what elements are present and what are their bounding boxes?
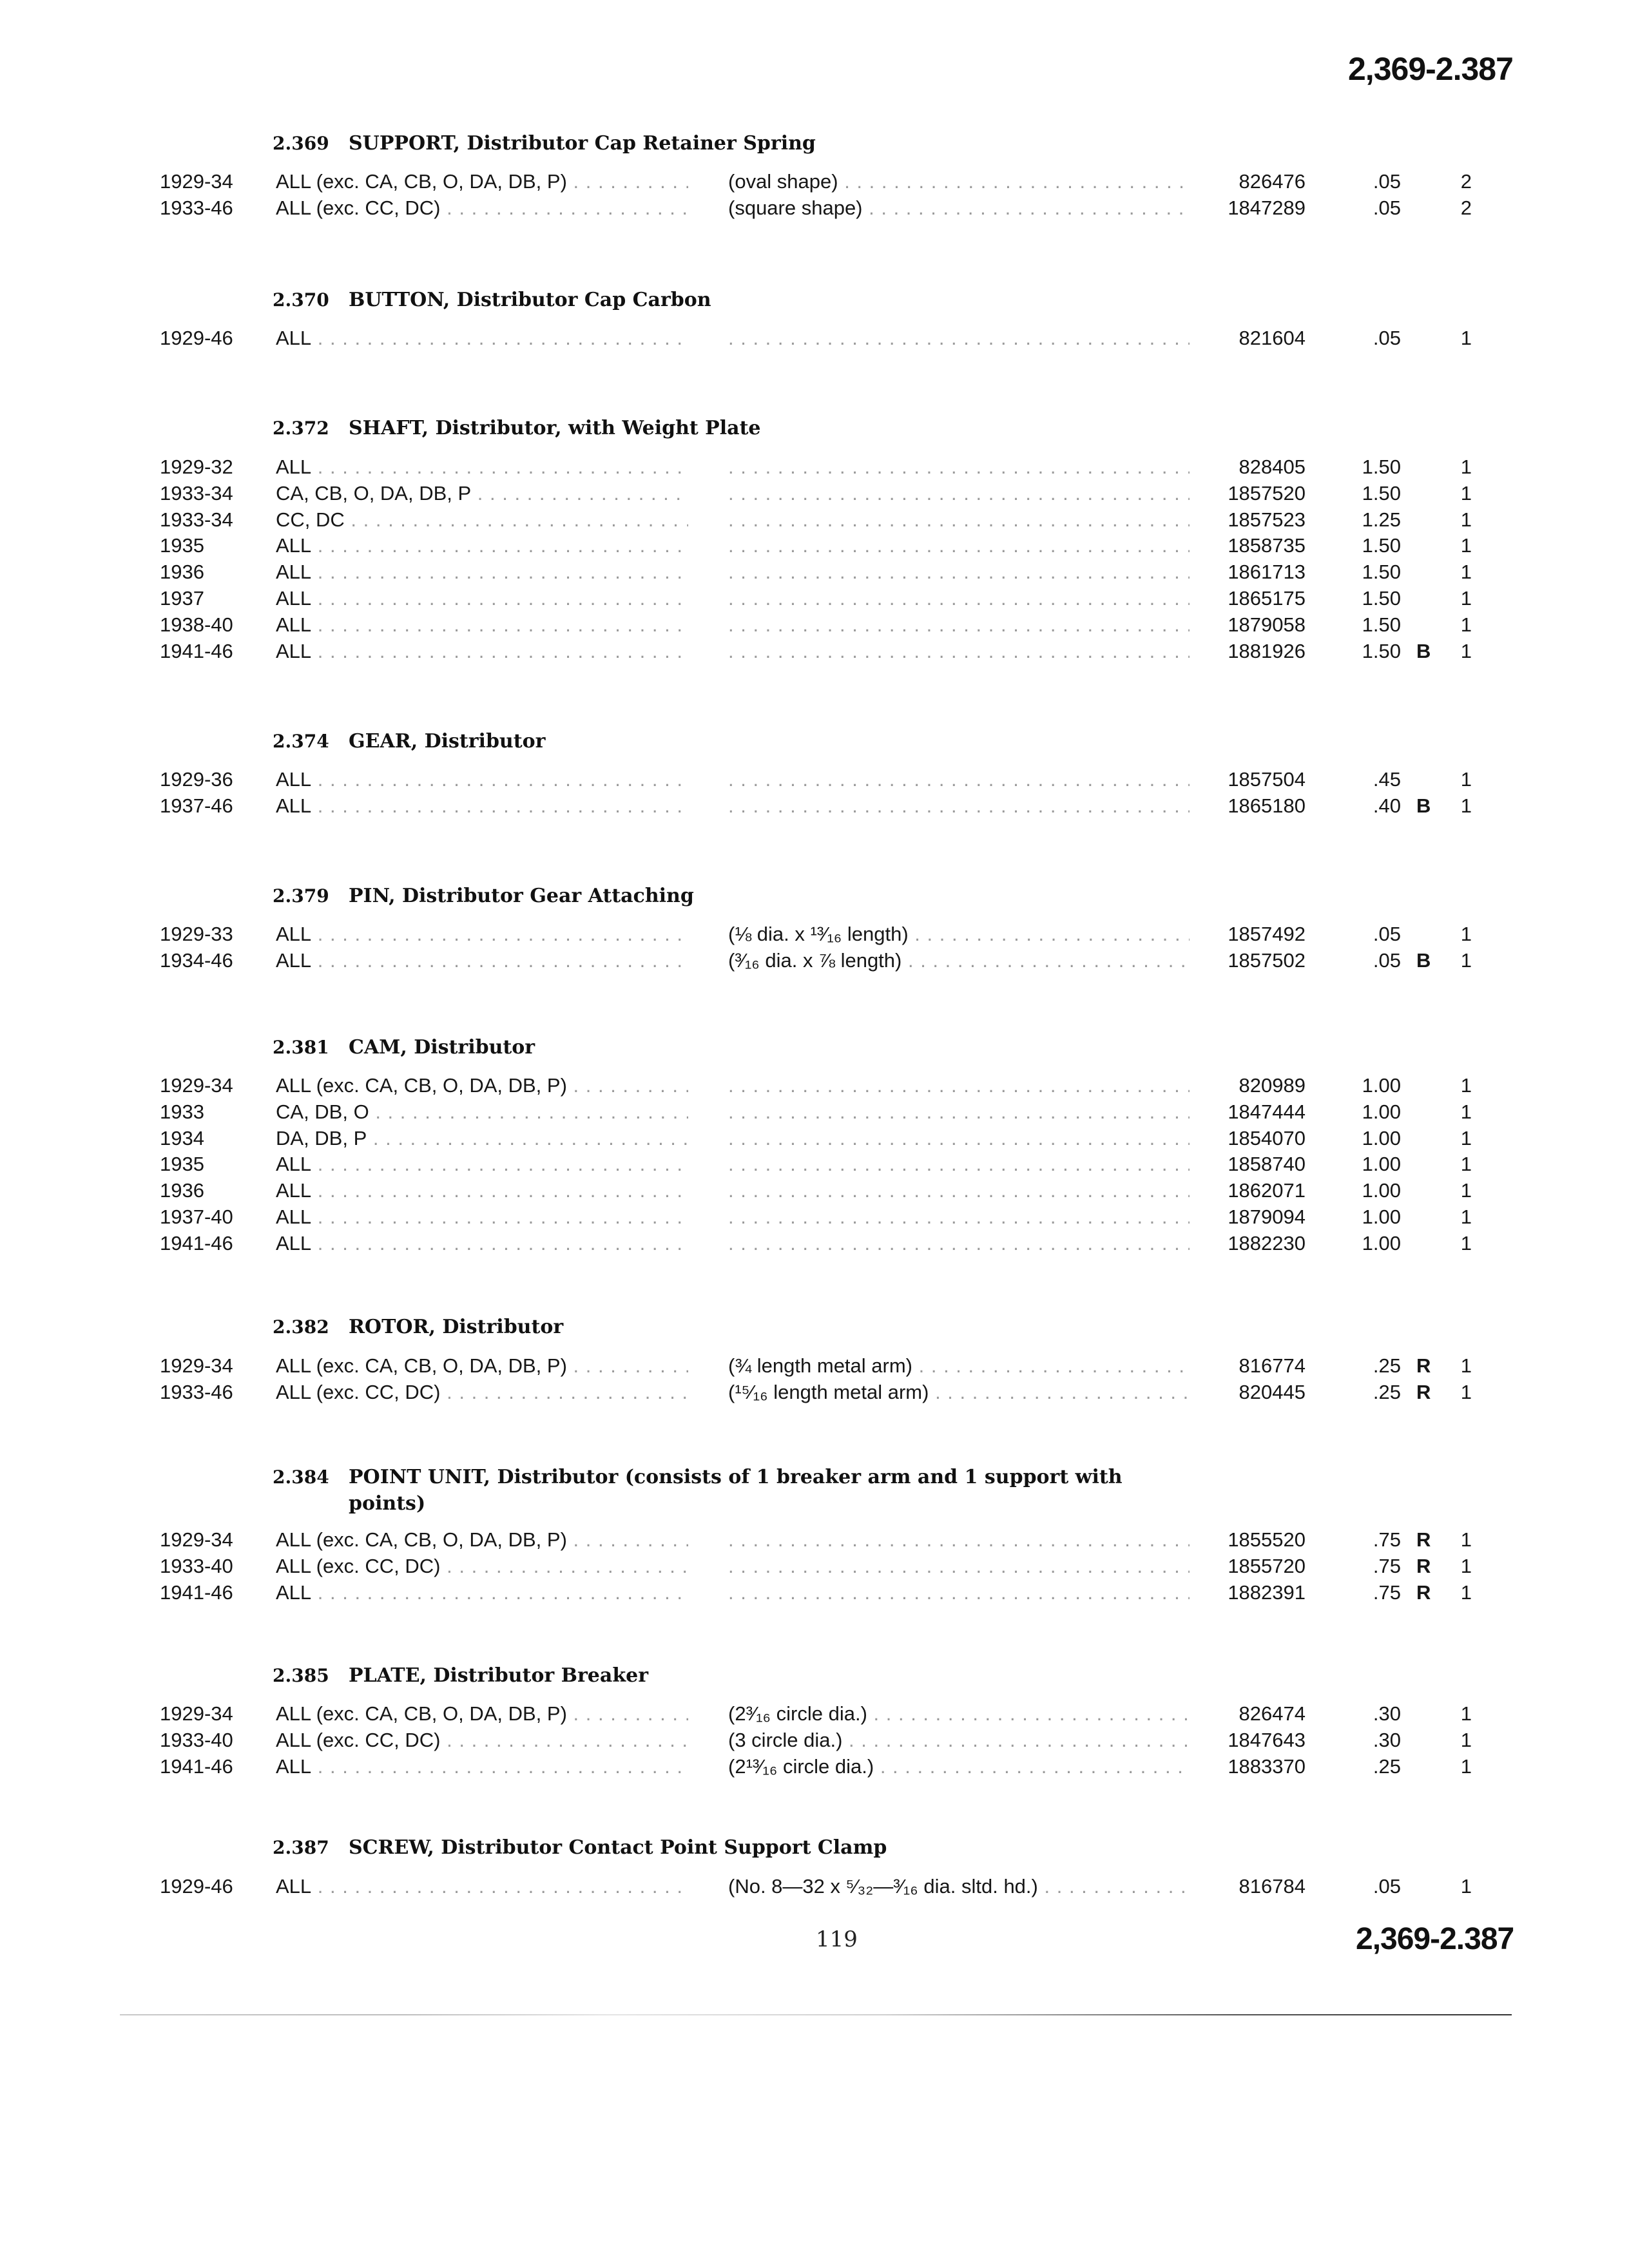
price-cell: 1.00 bbox=[1362, 1100, 1401, 1123]
table-row bbox=[0, 1727, 1629, 1753]
section-number: 2.384 bbox=[273, 1466, 329, 1488]
bottom-rule bbox=[120, 2014, 1512, 2015]
quantity-cell: 1 bbox=[1460, 1206, 1472, 1228]
description-cell bbox=[728, 325, 1190, 351]
year-cell: 1935 bbox=[160, 1153, 204, 1175]
year-cell: 1933-40 bbox=[160, 1555, 233, 1577]
price-cell: 1.00 bbox=[1362, 1179, 1401, 1202]
section-title bbox=[273, 1036, 535, 1059]
quantity-cell: 1 bbox=[1460, 1581, 1472, 1604]
table-row bbox=[0, 454, 1629, 480]
table-row bbox=[0, 1178, 1629, 1204]
section-number: 2.374 bbox=[273, 731, 329, 752]
code-cell: B bbox=[1416, 949, 1431, 972]
quantity-cell: 1 bbox=[1460, 1100, 1472, 1123]
table-row bbox=[0, 1204, 1629, 1230]
section-name: SHAFT, Distributor, with Weight Plate bbox=[349, 417, 761, 439]
price-cell: .05 bbox=[1373, 923, 1401, 945]
price-cell: 1.50 bbox=[1362, 613, 1401, 636]
model-cell: ALL (exc. CC, DC) . . . bbox=[276, 1727, 688, 1753]
model-cell: ALL (exc. CC, DC) . . . bbox=[276, 1553, 688, 1579]
year-cell: 1929-46 bbox=[160, 327, 233, 349]
description-cell: (3 circle dia.) . . . bbox=[728, 1727, 1190, 1753]
description-cell bbox=[728, 1527, 1190, 1553]
part-number-cell: 1857520 bbox=[1228, 482, 1306, 505]
part-number-cell: 1847643 bbox=[1228, 1729, 1306, 1751]
table-row bbox=[0, 767, 1629, 793]
section-name: CAM, Distributor bbox=[349, 1036, 535, 1059]
section-name: PIN, Distributor Gear Attaching bbox=[349, 885, 694, 907]
description-cell bbox=[728, 454, 1190, 480]
description-cell bbox=[728, 1099, 1190, 1125]
model-cell: ALL (exc. CA, CB, O, DA, DB, P) . . . bbox=[276, 1353, 688, 1379]
model-cell: ALL (exc. CA, CB, O, DA, DB, P) . . . bbox=[276, 169, 688, 195]
price-cell: .75 bbox=[1373, 1528, 1401, 1551]
price-cell: 1.50 bbox=[1362, 456, 1401, 478]
section-title bbox=[273, 417, 761, 439]
part-number-cell: 1847444 bbox=[1228, 1100, 1306, 1123]
part-number-cell: 821604 bbox=[1239, 327, 1306, 349]
table-row bbox=[0, 1231, 1629, 1256]
quantity-cell: 1 bbox=[1460, 1127, 1472, 1149]
section-number: 2.381 bbox=[273, 1037, 329, 1058]
part-number-cell: 816784 bbox=[1239, 1875, 1306, 1898]
quantity-cell: 1 bbox=[1460, 794, 1472, 817]
year-cell: 1937-40 bbox=[160, 1206, 233, 1228]
year-cell: 1929-36 bbox=[160, 768, 233, 791]
year-cell: 1937-46 bbox=[160, 794, 233, 817]
part-number-cell: 1865175 bbox=[1228, 587, 1306, 610]
part-number-cell: 826474 bbox=[1239, 1702, 1306, 1725]
part-number-cell: 1854070 bbox=[1228, 1127, 1306, 1149]
table-row bbox=[0, 507, 1629, 533]
description-cell: (⅛ dia. x ¹³⁄₁₆ length) . . . bbox=[728, 921, 1190, 947]
model-cell: ALL (exc. CA, CB, O, DA, DB, P) . . . bbox=[276, 1073, 688, 1099]
description-cell bbox=[728, 559, 1190, 585]
code-cell: B bbox=[1416, 794, 1431, 817]
part-number-cell: 1857523 bbox=[1228, 508, 1306, 531]
description-cell bbox=[728, 1178, 1190, 1204]
description-cell: (2³⁄₁₆ circle dia.) . . . bbox=[728, 1701, 1190, 1727]
table-row bbox=[0, 559, 1629, 585]
quantity-cell: 2 bbox=[1460, 170, 1472, 193]
table-row bbox=[0, 1754, 1629, 1780]
year-cell: 1933-40 bbox=[160, 1729, 233, 1751]
section-title bbox=[273, 1316, 563, 1338]
table-row bbox=[0, 1580, 1629, 1606]
year-cell: 1929-33 bbox=[160, 923, 233, 945]
section-name: SCREW, Distributor Contact Point Support Clamp bbox=[349, 1836, 887, 1859]
quantity-cell: 1 bbox=[1460, 561, 1472, 583]
page-number: 119 bbox=[816, 1927, 858, 1952]
year-cell: 1937 bbox=[160, 587, 204, 610]
quantity-cell: 1 bbox=[1460, 587, 1472, 610]
description-cell bbox=[728, 612, 1190, 638]
description-cell bbox=[728, 1126, 1190, 1151]
price-cell: .30 bbox=[1373, 1729, 1401, 1751]
description-cell: (³⁄₁₆ dia. x ⅞ length) . . . bbox=[728, 948, 1190, 974]
section-title bbox=[273, 1466, 1123, 1515]
section-title bbox=[273, 289, 711, 311]
section-number: 2.372 bbox=[273, 418, 329, 439]
quantity-cell: 1 bbox=[1460, 768, 1472, 791]
model-cell: ALL . . . bbox=[276, 1178, 688, 1204]
code-cell: R bbox=[1416, 1354, 1431, 1377]
part-number-cell: 1861713 bbox=[1228, 561, 1306, 583]
part-number-cell: 1857492 bbox=[1228, 923, 1306, 945]
section-number: 2.385 bbox=[273, 1665, 329, 1686]
part-number-cell: 1865180 bbox=[1228, 794, 1306, 817]
model-cell: ALL (exc. CA, CB, O, DA, DB, P) . . . bbox=[276, 1701, 688, 1727]
table-row bbox=[0, 948, 1629, 974]
year-cell: 1941-46 bbox=[160, 1232, 233, 1254]
part-number-cell: 1883370 bbox=[1228, 1755, 1306, 1778]
price-cell: 1.50 bbox=[1362, 640, 1401, 662]
code-cell: R bbox=[1416, 1381, 1431, 1403]
model-cell: CA, CB, O, DA, DB, P . . . bbox=[276, 481, 688, 506]
table-row bbox=[0, 1151, 1629, 1177]
year-cell: 1933 bbox=[160, 1100, 204, 1123]
year-cell: 1929-32 bbox=[160, 456, 233, 478]
year-cell: 1929-46 bbox=[160, 1875, 233, 1898]
table-row bbox=[0, 1099, 1629, 1125]
table-row bbox=[0, 586, 1629, 611]
table-row bbox=[0, 1701, 1629, 1727]
table-row bbox=[0, 921, 1629, 947]
table-row bbox=[0, 1073, 1629, 1099]
quantity-cell: 2 bbox=[1460, 197, 1472, 219]
description-cell bbox=[728, 1204, 1190, 1230]
model-cell: ALL . . . bbox=[276, 586, 688, 611]
quantity-cell: 1 bbox=[1460, 613, 1472, 636]
description-cell: (square shape) . . . bbox=[728, 195, 1190, 221]
part-number-cell: 1847289 bbox=[1228, 197, 1306, 219]
section-name: GEAR, Distributor bbox=[349, 730, 546, 753]
model-cell: ALL . . . bbox=[276, 325, 688, 351]
table-row bbox=[0, 533, 1629, 559]
description-cell: (No. 8—32 x ⁵⁄₃₂—³⁄₁₆ dia. sltd. hd.) . . . bbox=[728, 1874, 1190, 1899]
section-title bbox=[273, 1664, 648, 1687]
model-cell: ALL (exc. CA, CB, O, DA, DB, P) . . . bbox=[276, 1527, 688, 1553]
quantity-cell: 1 bbox=[1460, 1354, 1472, 1377]
price-cell: .05 bbox=[1373, 170, 1401, 193]
code-cell: B bbox=[1416, 640, 1431, 662]
part-number-cell: 1879058 bbox=[1228, 613, 1306, 636]
part-number-cell: 816774 bbox=[1239, 1354, 1306, 1377]
price-cell: 1.00 bbox=[1362, 1232, 1401, 1254]
quantity-cell: 1 bbox=[1460, 640, 1472, 662]
section-number: 2.387 bbox=[273, 1837, 329, 1858]
description-cell: (¹⁵⁄₁₆ length metal arm) . . . bbox=[728, 1379, 1190, 1405]
year-cell: 1929-34 bbox=[160, 1074, 233, 1097]
quantity-cell: 1 bbox=[1460, 534, 1472, 557]
quantity-cell: 1 bbox=[1460, 1232, 1472, 1254]
section-number: 2.382 bbox=[273, 1316, 329, 1338]
part-number-cell: 828405 bbox=[1239, 456, 1306, 478]
price-cell: .75 bbox=[1373, 1555, 1401, 1577]
year-cell: 1929-34 bbox=[160, 1528, 233, 1551]
description-cell bbox=[728, 1073, 1190, 1099]
footer-range: 2,369-2.387 bbox=[1356, 1922, 1514, 1956]
part-number-cell: 1882391 bbox=[1228, 1581, 1306, 1604]
section-name: POINT UNIT, Distributor (consists of 1 breaker arm and 1 support with bbox=[349, 1466, 1123, 1488]
section-name: PLATE, Distributor Breaker bbox=[349, 1664, 648, 1687]
model-cell: ALL . . . bbox=[276, 1204, 688, 1230]
price-cell: .05 bbox=[1373, 1875, 1401, 1898]
quantity-cell: 1 bbox=[1460, 327, 1472, 349]
part-number-cell: 1862071 bbox=[1228, 1179, 1306, 1202]
part-number-cell: 1881926 bbox=[1228, 640, 1306, 662]
section-title bbox=[273, 132, 816, 155]
section-number: 2.370 bbox=[273, 289, 329, 311]
year-cell: 1936 bbox=[160, 561, 204, 583]
quantity-cell: 1 bbox=[1460, 1179, 1472, 1202]
quantity-cell: 1 bbox=[1460, 1702, 1472, 1725]
description-cell bbox=[728, 1553, 1190, 1579]
part-number-cell: 1858740 bbox=[1228, 1153, 1306, 1175]
price-cell: 1.50 bbox=[1362, 534, 1401, 557]
model-cell: ALL . . . bbox=[276, 1151, 688, 1177]
year-cell: 1929-34 bbox=[160, 170, 233, 193]
description-cell bbox=[728, 767, 1190, 793]
model-cell: CA, DB, O . . . bbox=[276, 1099, 688, 1125]
part-number-cell: 820445 bbox=[1239, 1381, 1306, 1403]
code-cell: R bbox=[1416, 1581, 1431, 1604]
table-row bbox=[0, 325, 1629, 351]
model-cell: ALL . . . bbox=[276, 454, 688, 480]
model-cell: ALL . . . bbox=[276, 639, 688, 664]
quantity-cell: 1 bbox=[1460, 508, 1472, 531]
table-row bbox=[0, 639, 1629, 664]
model-cell: ALL . . . bbox=[276, 948, 688, 974]
quantity-cell: 1 bbox=[1460, 1381, 1472, 1403]
quantity-cell: 1 bbox=[1460, 1729, 1472, 1751]
model-cell: ALL . . . bbox=[276, 533, 688, 559]
price-cell: .05 bbox=[1373, 327, 1401, 349]
part-number-cell: 1857502 bbox=[1228, 949, 1306, 972]
price-cell: 1.00 bbox=[1362, 1206, 1401, 1228]
quantity-cell: 1 bbox=[1460, 1528, 1472, 1551]
part-number-cell: 1882230 bbox=[1228, 1232, 1306, 1254]
price-cell: 1.50 bbox=[1362, 561, 1401, 583]
section-name: ROTOR, Distributor bbox=[349, 1316, 564, 1338]
header-range: 2,369-2.387 bbox=[1348, 51, 1513, 87]
part-number-cell: 826476 bbox=[1239, 170, 1306, 193]
year-cell: 1941-46 bbox=[160, 1755, 233, 1778]
description-cell bbox=[728, 1580, 1190, 1606]
part-number-cell: 1857504 bbox=[1228, 768, 1306, 791]
description-cell bbox=[728, 481, 1190, 506]
year-cell: 1933-34 bbox=[160, 508, 233, 531]
description-cell bbox=[728, 507, 1190, 533]
year-cell: 1929-34 bbox=[160, 1354, 233, 1377]
section-title bbox=[273, 730, 545, 753]
description-cell: (2¹³⁄₁₆ circle dia.) . . . bbox=[728, 1754, 1190, 1780]
price-cell: 1.00 bbox=[1362, 1153, 1401, 1175]
year-cell: 1933-46 bbox=[160, 197, 233, 219]
year-cell: 1929-34 bbox=[160, 1702, 233, 1725]
section-title bbox=[273, 885, 694, 907]
quantity-cell: 1 bbox=[1460, 1755, 1472, 1778]
part-number-cell: 1855720 bbox=[1228, 1555, 1306, 1577]
year-cell: 1933-46 bbox=[160, 1381, 233, 1403]
model-cell: DA, DB, P . . . bbox=[276, 1126, 688, 1151]
part-number-cell: 1879094 bbox=[1228, 1206, 1306, 1228]
model-cell: ALL . . . bbox=[276, 1874, 688, 1899]
model-cell: ALL . . . bbox=[276, 921, 688, 947]
year-cell: 1933-34 bbox=[160, 482, 233, 505]
price-cell: .25 bbox=[1373, 1354, 1401, 1377]
price-cell: 1.25 bbox=[1362, 508, 1401, 531]
table-row bbox=[0, 612, 1629, 638]
table-row bbox=[0, 793, 1629, 819]
table-row bbox=[0, 1126, 1629, 1151]
description-cell bbox=[728, 793, 1190, 819]
year-cell: 1941-46 bbox=[160, 640, 233, 662]
year-cell: 1934 bbox=[160, 1127, 204, 1149]
description-cell bbox=[728, 639, 1190, 664]
description-cell bbox=[728, 1231, 1190, 1256]
model-cell: ALL . . . bbox=[276, 793, 688, 819]
section-title bbox=[273, 1836, 887, 1859]
table-row bbox=[0, 1379, 1629, 1405]
model-cell: ALL (exc. CC, DC) . . . bbox=[276, 1379, 688, 1405]
quantity-cell: 1 bbox=[1460, 949, 1472, 972]
price-cell: 1.50 bbox=[1362, 587, 1401, 610]
model-cell: ALL . . . bbox=[276, 1754, 688, 1780]
price-cell: 1.50 bbox=[1362, 482, 1401, 505]
price-cell: 1.00 bbox=[1362, 1127, 1401, 1149]
description-cell bbox=[728, 586, 1190, 611]
year-cell: 1935 bbox=[160, 534, 204, 557]
model-cell: ALL . . . bbox=[276, 1231, 688, 1256]
year-cell: 1936 bbox=[160, 1179, 204, 1202]
price-cell: .45 bbox=[1373, 768, 1401, 791]
section-number: 2.369 bbox=[273, 133, 329, 154]
description-cell bbox=[728, 533, 1190, 559]
table-row bbox=[0, 1527, 1629, 1553]
part-number-cell: 1858735 bbox=[1228, 534, 1306, 557]
quantity-cell: 1 bbox=[1460, 923, 1472, 945]
part-number-cell: 820989 bbox=[1239, 1074, 1306, 1097]
model-cell: ALL . . . bbox=[276, 1580, 688, 1606]
table-row bbox=[0, 1553, 1629, 1579]
model-cell: ALL . . . bbox=[276, 767, 688, 793]
section-number: 2.379 bbox=[273, 885, 329, 907]
section-name-continued: points) bbox=[349, 1492, 426, 1515]
section-name: BUTTON, Distributor Cap Carbon bbox=[349, 289, 711, 311]
quantity-cell: 1 bbox=[1460, 456, 1472, 478]
table-row bbox=[0, 195, 1629, 221]
price-cell: .25 bbox=[1373, 1381, 1401, 1403]
table-row bbox=[0, 1353, 1629, 1379]
price-cell: .40 bbox=[1373, 794, 1401, 817]
year-cell: 1941-46 bbox=[160, 1581, 233, 1604]
code-cell: R bbox=[1416, 1528, 1431, 1551]
year-cell: 1934-46 bbox=[160, 949, 233, 972]
quantity-cell: 1 bbox=[1460, 1153, 1472, 1175]
part-number-cell: 1855520 bbox=[1228, 1528, 1306, 1551]
table-row bbox=[0, 481, 1629, 506]
year-cell: 1938-40 bbox=[160, 613, 233, 636]
quantity-cell: 1 bbox=[1460, 1074, 1472, 1097]
quantity-cell: 1 bbox=[1460, 1875, 1472, 1898]
description-cell: (oval shape) . . . bbox=[728, 169, 1190, 195]
model-cell: ALL (exc. CC, DC) . . . bbox=[276, 195, 688, 221]
price-cell: .05 bbox=[1373, 949, 1401, 972]
table-row bbox=[0, 1874, 1629, 1899]
price-cell: .05 bbox=[1373, 197, 1401, 219]
price-cell: .75 bbox=[1373, 1581, 1401, 1604]
code-cell: R bbox=[1416, 1555, 1431, 1577]
price-cell: .25 bbox=[1373, 1755, 1401, 1778]
description-cell bbox=[728, 1151, 1190, 1177]
quantity-cell: 1 bbox=[1460, 1555, 1472, 1577]
price-cell: .30 bbox=[1373, 1702, 1401, 1725]
quantity-cell: 1 bbox=[1460, 482, 1472, 505]
model-cell: ALL . . . bbox=[276, 612, 688, 638]
table-row bbox=[0, 169, 1629, 195]
price-cell: 1.00 bbox=[1362, 1074, 1401, 1097]
model-cell: ALL . . . bbox=[276, 559, 688, 585]
model-cell: CC, DC . . . bbox=[276, 507, 688, 533]
section-name: SUPPORT, Distributor Cap Retainer Spring bbox=[349, 132, 816, 155]
description-cell: (¾ length metal arm) . . . bbox=[728, 1353, 1190, 1379]
